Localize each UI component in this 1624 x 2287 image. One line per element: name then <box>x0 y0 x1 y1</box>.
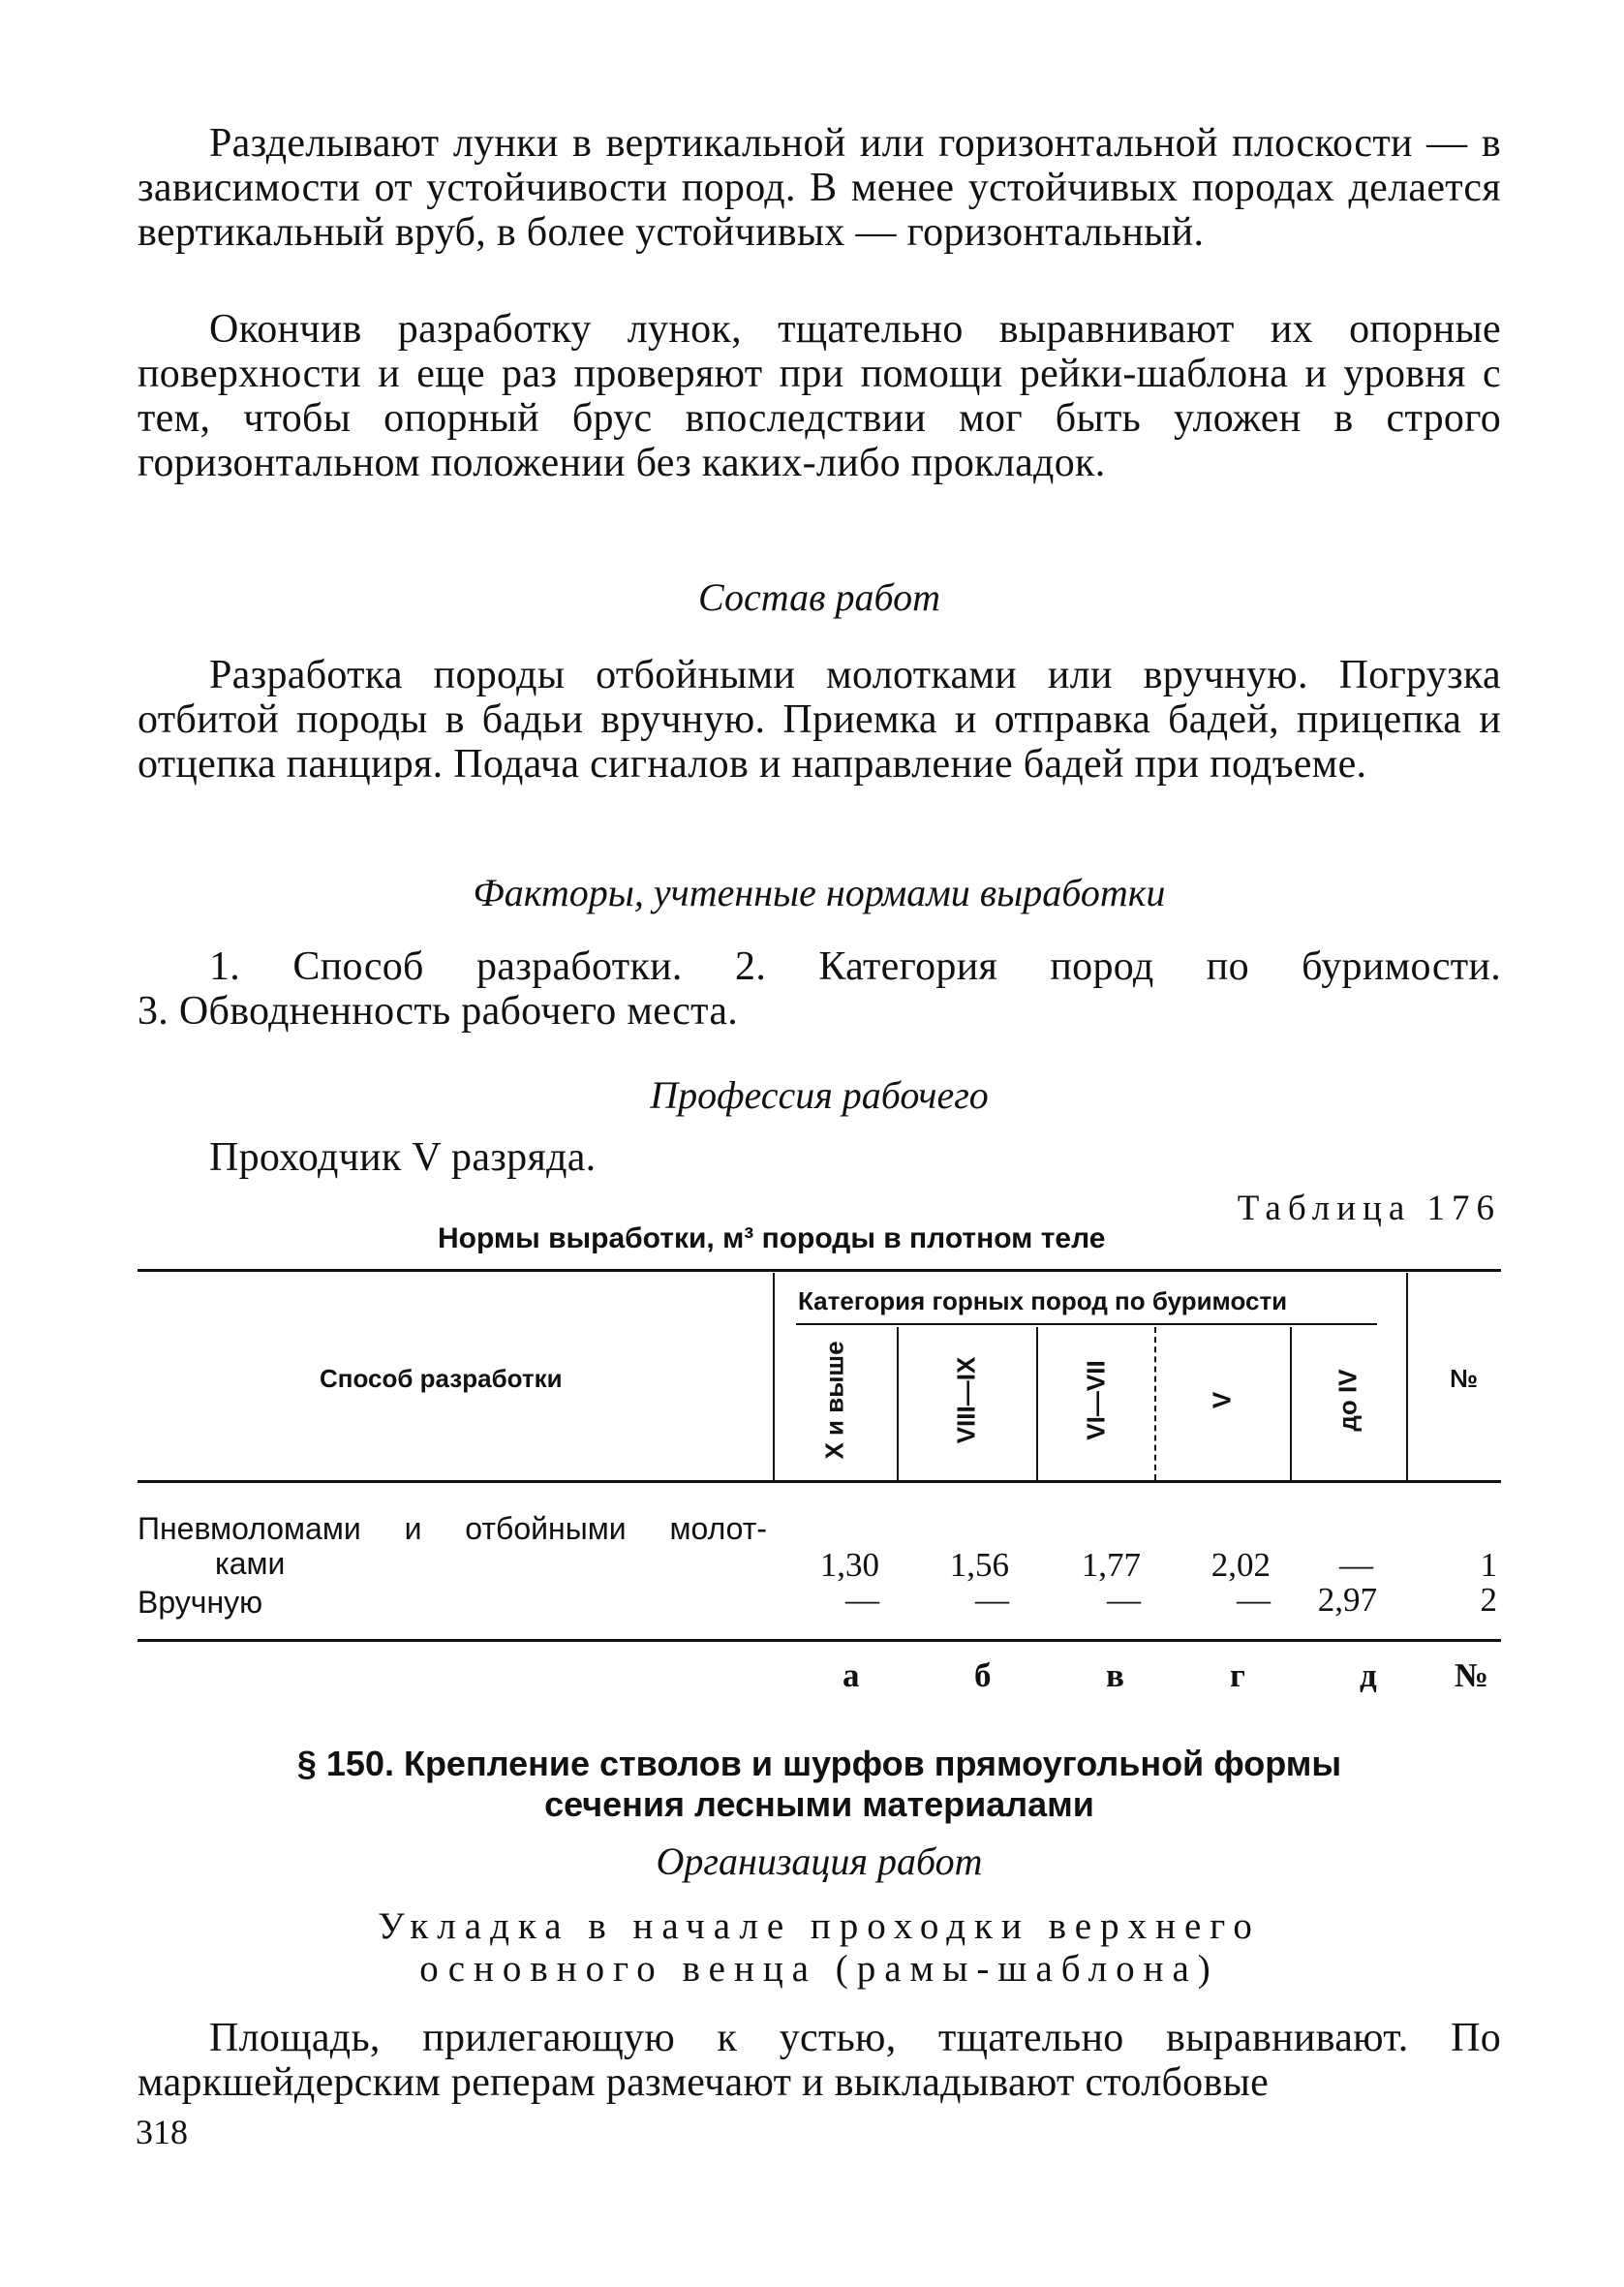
section-heading-factors: Факторы, учтенные нормами выработки <box>473 871 1166 914</box>
col-divider <box>773 1273 775 1480</box>
category-header: V <box>1207 1391 1237 1409</box>
row-label-line: ками <box>215 1546 286 1581</box>
section-heading-composition: Состав работ <box>698 575 940 619</box>
table-cell: — <box>975 1581 1009 1619</box>
table-number: Таблица 176 <box>1237 1189 1501 1228</box>
column-letter: г <box>1230 1656 1245 1694</box>
column-letter: д <box>1360 1656 1377 1694</box>
table-cell: — <box>1237 1581 1271 1619</box>
table-cell: 1,77 <box>1081 1546 1141 1584</box>
row-label <box>138 1511 767 1581</box>
column-letter: в <box>1106 1656 1124 1694</box>
col-divider <box>1290 1327 1292 1480</box>
col-divider <box>897 1327 899 1480</box>
table-cell: — <box>1107 1581 1141 1619</box>
col-divider <box>1406 1273 1408 1480</box>
table-cell: 1,56 <box>949 1546 1009 1584</box>
table-rule-top <box>138 1269 1501 1272</box>
section-150 <box>138 1744 1501 2105</box>
col-divider <box>1036 1327 1038 1480</box>
paragraph-factors <box>138 944 1501 989</box>
col-divider <box>1154 1327 1156 1480</box>
number-header: № <box>1450 1364 1478 1393</box>
column-letter: № <box>1455 1656 1489 1694</box>
section-title: § 150. Крепление стволов и шурфов прямоугольной формы <box>296 1744 1342 1783</box>
row-label-line: Пневмоломами и отбойными молот- <box>138 1511 767 1546</box>
factors-line1: 1. Способ разработки. 2. Категория пород по буримости. <box>209 944 1501 989</box>
section-heading-profession: Профессия рабочего <box>650 1073 989 1117</box>
row-label: Вручную <box>138 1585 263 1620</box>
table-cell: — <box>845 1581 879 1619</box>
page-body <box>138 121 1501 2105</box>
table-cell: 1,30 <box>819 1546 879 1584</box>
group-underline <box>796 1323 1377 1325</box>
spaced-heading: основного венца (рамы-шаблона) <box>419 1948 1219 1990</box>
table-cell: — <box>1339 1546 1373 1584</box>
method-header: Способ разработки <box>320 1364 563 1393</box>
spaced-heading: Укладка в начале проходки верхнего <box>378 1905 1261 1947</box>
table-cell: 2,02 <box>1210 1546 1271 1584</box>
section-subheading: Организация работ <box>656 1839 983 1883</box>
table-rule-header <box>138 1480 1501 1483</box>
table-cell: 2 <box>1480 1581 1497 1619</box>
paragraph-composition: Разработка породы отбойными молотками или вручную. Погрузка отбитой породы в бадьи вручную. Приемка и отправка бадей, прицепка и отцепка панциря. Подача сигналов и направление бадей при подъеме. <box>138 653 1501 787</box>
category-header: VI—VII <box>1081 1360 1111 1440</box>
paragraph-section: Площадь, прилегающую к устью, тщательно выравнивают. По маркшейдерским реперам размечают и выкладывают столбовые <box>138 2016 1501 2105</box>
paragraph: Окончив разработку лунок, тщательно выравнивают их опорные поверхности и еще раз проверяют при помощи рейки-шаблона и уровня с тем, чтобы опорный брус впоследствии мог быть уложен в строго горизонтальном положении без каких-либо прокладок. <box>138 307 1501 485</box>
column-letter: а <box>843 1656 860 1694</box>
page-number: 318 <box>136 2113 188 2151</box>
norms-table <box>138 1269 1501 1705</box>
table-rule-bottom <box>138 1639 1501 1642</box>
table-cell: 2,97 <box>1317 1581 1377 1619</box>
table-caption <box>138 1188 1501 1269</box>
column-letter: б <box>974 1656 992 1694</box>
paragraph-profession: Проходчик V разряда. <box>209 1135 597 1180</box>
category-header: X и выше <box>819 1341 849 1460</box>
paragraph-factors-2: 3. Обводненность рабочего места. <box>138 989 739 1034</box>
section-title: сечения лесными материалами <box>544 1784 1094 1824</box>
paragraph: Разделывают лунки в вертикальной или горизонтальной плоскости — в зависимости от устойчивости пород. В менее устойчивых породах делается вертикальный вруб, в более устойчивых — горизонтальный. <box>138 121 1501 255</box>
table-cell: 1 <box>1480 1546 1497 1584</box>
category-group-header: Категория горных пород по буримости <box>798 1286 1288 1315</box>
category-header: VIII—IX <box>951 1356 981 1444</box>
table-title: Нормы выработки, м³ породы в плотном теле <box>438 1222 1106 1254</box>
category-header: до IV <box>1333 1369 1363 1432</box>
